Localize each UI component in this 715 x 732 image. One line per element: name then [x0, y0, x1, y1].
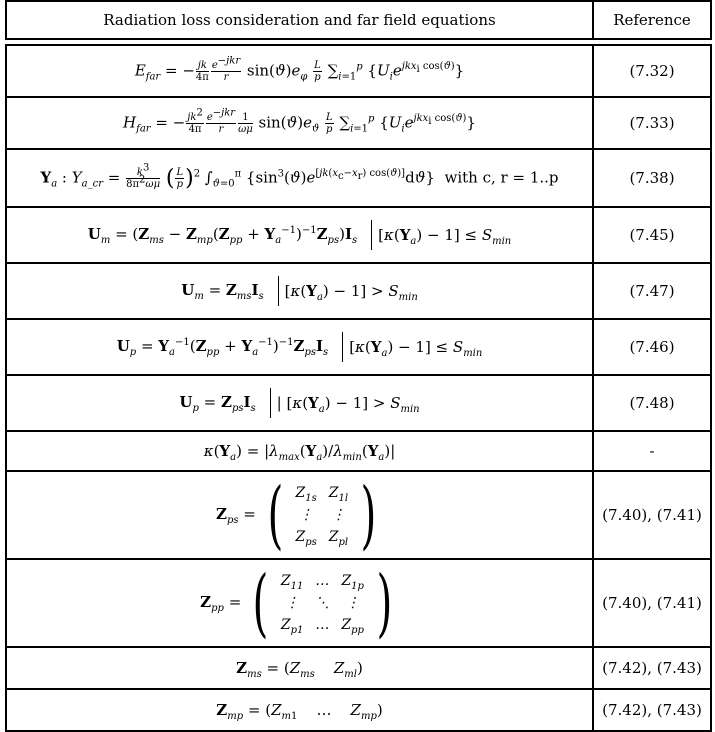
reference-cell: (7.42), (7.43) — [593, 647, 711, 689]
table-row — [6, 319, 711, 375]
equation-zps: $Z_{ps}$ = ( $Z_{1s}$ $Z_{1l}$ ⋮ ⋮ $Z_{ps}$ $Z_{pl}$ ) — [6, 471, 593, 559]
table-row — [6, 263, 711, 319]
reference-cell: (7.33) — [593, 97, 711, 149]
table-row — [6, 471, 711, 559]
table-row — [6, 689, 711, 731]
header-equations: Radiation loss consideration and far field equations — [6, 1, 593, 39]
header-reference: Reference — [593, 1, 711, 39]
equation-h-far: $H_{far}$ = − $\frac{jk^2}{4\pi}$ $\frac{e^{-jkr}}{r}$ $\frac{1}{\omega\mu}$ $\sin(ϑ)e_ϑ$ $\frac{L}{p}$ $\sum_{i=1}^p$ $\{U_ie^{jkx_i cos(ϑ)}\}$ — [6, 97, 593, 149]
equation-zpp: $Z_{pp}$ = ( $Z_{11}$ … $Z_{1p}$ ⋮ ⋱ ⋮ $Z_{p1}$ … $Z_{pp}$ ) — [6, 559, 593, 647]
reference-cell: (7.48) — [593, 375, 711, 431]
equation-ya: $Y_a$ : $Y_{a\_cr}$ = $\frac{k^3}{8\pi^2\omega\mu}$ ( $\frac{L}{p}$ )$^2$ $\int_{ϑ=0}^\pi$ $\{\sin^3(ϑ)e[jk(xc-xr) \cos(ϑ)]dϑ\}$ with c, r = 1..p — [6, 149, 593, 207]
table-row — [6, 647, 711, 689]
reference-cell: (7.42), (7.43) — [593, 689, 711, 731]
reference-cell: (7.40), (7.41) — [593, 559, 711, 647]
matrix-zps: ( $Z_{1s}$ $Z_{1l}$ ⋮ ⋮ $Z_{ps}$ $Z_{pl}$ ) — [267, 472, 377, 558]
table-row — [6, 207, 711, 263]
table-row — [6, 97, 711, 149]
table-header — [5, 0, 712, 40]
reference-cell: (7.32) — [593, 45, 711, 97]
equation-up-2: $U_p = Z_{ps}I_s$ | $[\kappa(Y_a) - 1] > S_{min}$ — [6, 375, 593, 431]
equation-e-far: $E_{far}$ = − $\frac{jk}{4\pi}$ $\frac{e^{-jkr}}{r}$ $\sin(ϑ)e_\varphi$ $\frac{L}{p}$ $\sum_{i=1}^p$ $\{U_ie^{jkx_i cos(ϑ)}\}$ — [6, 45, 593, 97]
reference-cell: (7.38) — [593, 149, 711, 207]
table-row — [6, 375, 711, 431]
equation-table — [5, 44, 712, 732]
table-row — [6, 149, 711, 207]
table-row — [6, 559, 711, 647]
equation-zmp: $Z_{mp} = (Z_{m1}$ … $Z_{mp}$) — [6, 689, 593, 731]
equation-um-1: $U_m = (Z_{ms} - Z_{mp}(Z_{pp} + Y_a^{-1})^{-1}Z_{ps})I_s$ $[\kappa(Y_a) - 1] \le S_{min}$ — [6, 207, 593, 263]
table-row — [6, 431, 711, 471]
reference-cell: (7.45) — [593, 207, 711, 263]
table-row — [6, 45, 711, 97]
reference-cell: - — [593, 431, 711, 471]
equation-suffix: with c, r = 1..p — [444, 168, 559, 186]
equation-kappa: $\kappa(Y_a) = |\lambda_{max}(Y_a)/\lambda_{min}(Y_a)|$ — [6, 431, 593, 471]
reference-cell: (7.46) — [593, 319, 711, 375]
matrix-zpp: ( $Z_{11}$ … $Z_{1p}$ ⋮ ⋱ ⋮ $Z_{p1}$ … $Z_{pp}$ ) — [252, 560, 393, 646]
equation-up-1: $U_p = Y_a^{-1}(Z_{pp} + Y_a^{-1})^{-1}Z_{ps}I_s$ $[\kappa(Y_a) - 1] \le S_{min}$ — [6, 319, 593, 375]
reference-cell: (7.47) — [593, 263, 711, 319]
reference-cell: (7.40), (7.41) — [593, 471, 711, 559]
equation-zms: $Z_{ms} = (Z_{ms}$ $Z_{ml}$) — [6, 647, 593, 689]
equation-um-2: $U_m = Z_{ms}I_s$ $[\kappa(Y_a) - 1] > S_{min}$ — [6, 263, 593, 319]
